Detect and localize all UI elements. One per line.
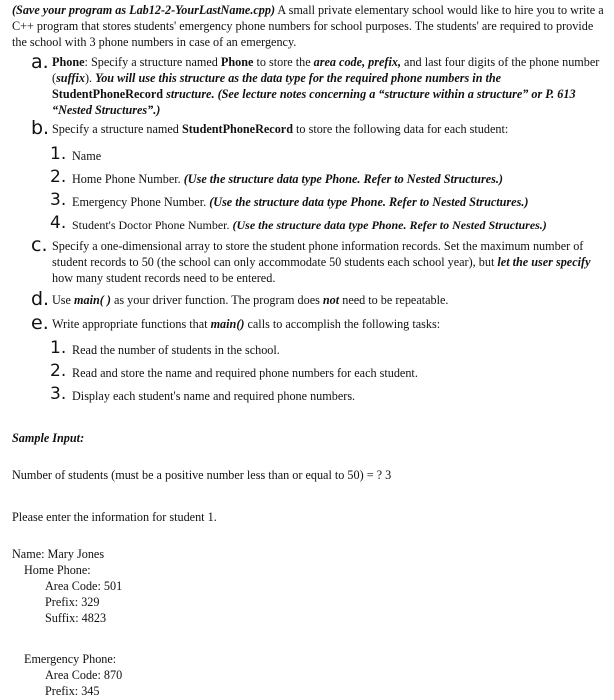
sample-emergency-area: Area Code: 870 [45,668,123,682]
item-b-sub-1-num: 1. [50,144,67,164]
file-name-instruction: (Save your program as Lab12-2-YourLastName.cpp) [12,3,276,17]
sample-emergency-phone: Emergency Phone: [24,652,117,666]
intro-paragraph [12,2,608,50]
item-b-sub-4-num: 4. [50,213,67,233]
item-b-sub-2-num: 2. [50,167,67,187]
sample-prompt: Number of students (must be a positive number less than or equal to 50) = ? 3 [12,468,392,482]
sample-home-suffix: Suffix: 4823 [45,611,107,625]
item-e-sub-1-text: Read the number of students in the school. [72,343,280,357]
sample-home-area: Area Code: 501 [45,579,123,593]
item-e-sub-2-num: 2. [50,361,67,381]
item-b-sub-3-num: 3. [50,190,67,210]
item-e-sub-1-num: 1. [50,338,67,358]
item-b-label: b. [31,117,50,139]
item-c-label: c. [31,234,48,256]
item-d-label: d. [31,288,50,310]
item-d-text: Use main( ) as your driver function. The program does not need to be repeatable. [52,293,449,307]
item-e-sub-3-num: 3. [50,384,67,404]
item-a-text: Phone: Specify a structure named Phone to store the area code, prefix, and last four digits of the phone number (suffix). You will use this structure as the data type for the required phone numbers in the StudentPhoneRecord structure. (See lecture notes concerning a “structure within a structure” or P. 613 “Nested Structures”.) [52,55,600,117]
item-b-sub-4-text: Student's Doctor Phone Number. (Use the structure data type Phone. Refer to Nested Structures.) [72,218,547,232]
sample-input-heading: Sample Input: [12,431,85,445]
item-e-text: Write appropriate functions that main() calls to accomplish the following tasks: [52,317,441,331]
intro-text: A small private elementary school would like to hire you to write a C++ program that stores students' emergency phone numbers for school purposes. The students' are required to provide the school with 3 phone numbers in case of an emergency. [12,3,604,49]
item-b-text: Specify a structure named StudentPhoneRecord to store the following data for each student: [52,122,509,136]
item-e-sub-3-text: Display each student's name and required phone numbers. [72,389,356,403]
item-b-sub-1-text: Name [72,149,102,163]
item-b-sub-3-text: Emergency Phone Number. (Use the structure data type Phone. Refer to Nested Structures.) [72,195,529,209]
sample-name: Name: Mary Jones [12,547,105,561]
sample-home-phone: Home Phone: [24,563,91,577]
item-e-label: e. [31,312,49,334]
sample-emergency-prefix: Prefix: 345 [45,684,100,698]
sample-enter-info: Please enter the information for student 1. [12,510,217,524]
item-e-sub-2-text: Read and store the name and required phone numbers for each student. [72,366,418,380]
sample-home-prefix: Prefix: 329 [45,595,100,609]
item-b-sub-2-text: Home Phone Number. (Use the structure data type Phone. Refer to Nested Structures.) [72,172,503,186]
item-c-text: Specify a one-dimensional array to store the student phone information records. Set the maximum number of student records to 50 (the school can only accommodate 50 students each school year), but let the user specify how many student records need to be entered. [52,239,591,285]
item-a-label: a. [31,51,49,73]
